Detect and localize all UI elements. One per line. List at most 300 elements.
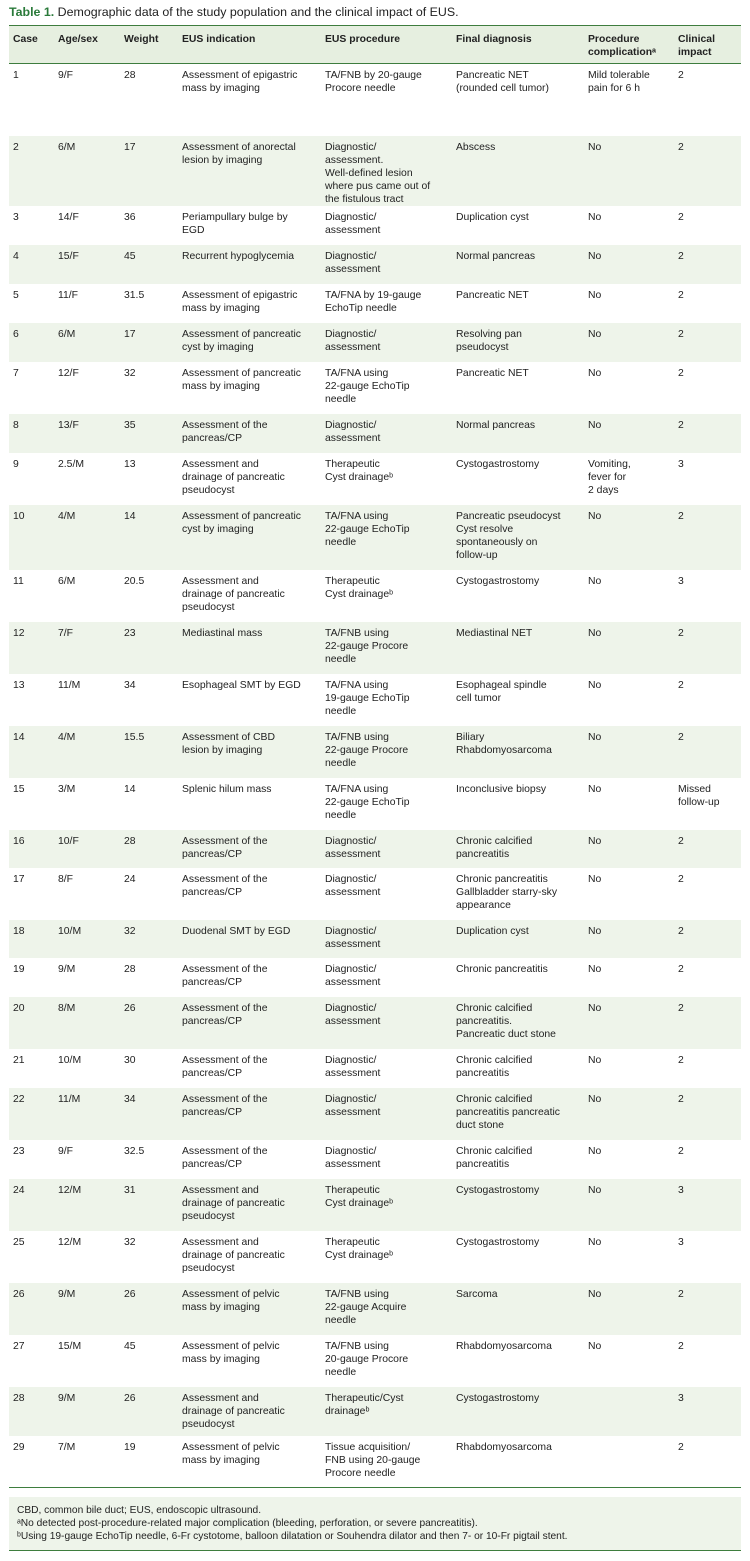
cell-line: TA/FNB by 20-gauge xyxy=(325,70,422,81)
cell-line: 6 xyxy=(13,328,19,340)
cell-final-diagnosis xyxy=(452,1179,584,1231)
cell-procedure-complication xyxy=(584,1049,674,1088)
cell-line: 15/M xyxy=(58,1340,82,1352)
cell-line: Procore needle xyxy=(325,83,396,94)
cell-line: No xyxy=(588,328,602,340)
cell-weight xyxy=(120,997,178,1049)
cell-case xyxy=(9,245,54,284)
cell-clinical-impact xyxy=(674,1335,741,1387)
cell-line: 3 xyxy=(678,458,684,470)
cell-case xyxy=(9,622,54,674)
cell-line: 24 xyxy=(124,873,136,885)
cell-eus-indication xyxy=(178,453,321,505)
cell-line: follow-up xyxy=(678,796,720,808)
cell-final-diagnosis xyxy=(452,958,584,997)
cell-line: Procore needle xyxy=(325,1467,396,1479)
cell-final-diagnosis xyxy=(452,830,584,868)
column-header-eus-indication xyxy=(178,26,321,64)
cell-line: assessment xyxy=(325,886,381,898)
cell-line: pseudocyst xyxy=(182,484,235,496)
cell-age-sex xyxy=(54,920,120,958)
cell-line: 2 xyxy=(678,328,684,340)
cell-eus-procedure xyxy=(321,1231,452,1283)
cell-final-diagnosis xyxy=(452,1140,584,1179)
cell-line: pancreas/CP xyxy=(182,432,243,444)
cell-line: 25 xyxy=(13,1236,25,1248)
cell-line: pancreas/CP xyxy=(182,976,243,988)
cell-clinical-impact xyxy=(674,206,741,245)
cell-clinical-impact xyxy=(674,284,741,323)
column-header-line: complicationᵃ xyxy=(588,47,657,58)
cell-line: TA/FNB using xyxy=(325,627,389,639)
cell-line: Assessment of the xyxy=(182,1093,268,1105)
cell-final-diagnosis xyxy=(452,64,584,136)
cell-clinical-impact xyxy=(674,830,741,868)
table-caption xyxy=(9,4,459,20)
cell-line: 2 xyxy=(678,510,684,522)
cell-line: Therapeutic xyxy=(325,458,380,470)
cell-age-sex xyxy=(54,136,120,206)
cell-line: Chronic calcified xyxy=(456,835,533,847)
cell-eus-procedure xyxy=(321,362,452,414)
cell-line: TA/FNB using xyxy=(325,731,389,743)
cell-line: 19 xyxy=(13,963,25,975)
table-body xyxy=(9,64,741,1488)
table-row xyxy=(9,453,741,505)
cell-clinical-impact xyxy=(674,245,741,284)
cell-line: Periampullary bulge by xyxy=(182,211,288,223)
cell-final-diagnosis xyxy=(452,997,584,1049)
cell-line: Chronic pancreatitis xyxy=(456,963,548,975)
column-header-line: Clinical xyxy=(678,34,715,45)
cell-line: 14 xyxy=(124,510,136,522)
cell-line: Splenic hilum mass xyxy=(182,783,272,795)
cell-line: assessment. xyxy=(325,154,384,166)
cell-line: 3/M xyxy=(58,783,76,795)
column-header-age-sex xyxy=(54,26,120,64)
cell-eus-indication xyxy=(178,1387,321,1436)
cell-line: 2 xyxy=(678,835,684,847)
cell-case xyxy=(9,64,54,136)
cell-line: No xyxy=(588,1288,602,1300)
cell-line: Rhabdomyosarcoma xyxy=(456,744,552,756)
column-header-line: Final diagnosis xyxy=(456,34,532,45)
cell-weight xyxy=(120,1049,178,1088)
cell-eus-procedure xyxy=(321,505,452,570)
cell-line: TA/FNA using xyxy=(325,510,389,522)
cell-eus-procedure xyxy=(321,570,452,622)
cell-line: No xyxy=(588,289,602,301)
cell-line: 15/F xyxy=(58,250,79,262)
cell-line: 21 xyxy=(13,1054,25,1066)
cell-line: pseudocyst xyxy=(182,1418,235,1430)
cell-clinical-impact xyxy=(674,570,741,622)
cell-weight xyxy=(120,1283,178,1335)
column-header-final-diagnosis xyxy=(452,26,584,64)
column-header-line: EUS indication xyxy=(182,34,256,45)
cell-final-diagnosis xyxy=(452,868,584,920)
cell-final-diagnosis xyxy=(452,136,584,206)
cell-line: appearance xyxy=(456,899,511,911)
cell-line: needle xyxy=(325,393,357,405)
cell-line: 11 xyxy=(13,575,24,587)
cell-line: 22-gauge EchoTip xyxy=(325,796,410,808)
cell-eus-procedure xyxy=(321,830,452,868)
cell-line: TA/FNA using xyxy=(325,367,389,379)
cell-eus-indication xyxy=(178,1231,321,1283)
cell-line: 35 xyxy=(124,419,136,431)
cell-line: 2 xyxy=(678,1340,684,1352)
cell-eus-indication xyxy=(178,64,321,136)
cell-case xyxy=(9,570,54,622)
column-header-eus-procedure xyxy=(321,26,452,64)
cell-line: 17 xyxy=(124,141,136,153)
table-row xyxy=(9,726,741,778)
cell-line: Assessment of pelvic xyxy=(182,1441,280,1453)
cell-line: 6/M xyxy=(58,575,76,587)
cell-line: Assessment of the xyxy=(182,963,268,975)
cell-line: Assessment of pelvic xyxy=(182,1340,280,1352)
cell-clinical-impact xyxy=(674,997,741,1049)
cell-line: drainage of pancreatic xyxy=(182,1405,285,1417)
cell-line: 2 days xyxy=(588,484,619,496)
cell-eus-procedure xyxy=(321,1335,452,1387)
cell-line: Pancreatic NET xyxy=(456,367,529,379)
cell-eus-procedure xyxy=(321,1283,452,1335)
cell-line: Diagnostic/ xyxy=(325,328,377,340)
cell-age-sex xyxy=(54,1387,120,1436)
cell-line: 26 xyxy=(13,1288,25,1300)
cell-weight xyxy=(120,1335,178,1387)
cell-line: 28 xyxy=(13,1392,25,1404)
table-row xyxy=(9,1335,741,1387)
cell-line: pseudocyst xyxy=(456,341,509,353)
footnote-a: ᵃNo detected post-procedure-related major complication (bleeding, perforation, or severe pancreatitis). xyxy=(17,1518,478,1529)
cell-line: Duplication cyst xyxy=(456,925,529,937)
cell-case xyxy=(9,1088,54,1140)
cell-eus-indication xyxy=(178,362,321,414)
cell-final-diagnosis xyxy=(452,453,584,505)
cell-line: 19 xyxy=(124,1441,136,1453)
cell-line: pseudocyst xyxy=(182,601,235,613)
cell-case xyxy=(9,1436,54,1488)
cell-age-sex xyxy=(54,726,120,778)
cell-line: 9/M xyxy=(58,1392,76,1404)
cell-eus-indication xyxy=(178,868,321,920)
cell-age-sex xyxy=(54,284,120,323)
cell-line: TA/FNB using xyxy=(325,1288,389,1300)
cell-line: No xyxy=(588,1054,602,1066)
cell-line: Mediastinal mass xyxy=(182,627,263,639)
cell-line: 32 xyxy=(124,925,136,937)
cell-final-diagnosis xyxy=(452,920,584,958)
cell-line: 13/F xyxy=(58,419,79,431)
cell-line: EGD xyxy=(182,224,205,236)
cell-line: Cyst drainageᵇ xyxy=(325,1197,394,1209)
cell-line: TA/FNA using xyxy=(325,679,389,691)
table-row xyxy=(9,323,741,362)
cell-line: cell tumor xyxy=(456,692,502,704)
cell-weight xyxy=(120,868,178,920)
cell-age-sex xyxy=(54,622,120,674)
cell-case xyxy=(9,830,54,868)
cell-line: 2 xyxy=(13,141,19,153)
cell-eus-procedure xyxy=(321,674,452,726)
cell-line: Assessment of CBD xyxy=(182,731,275,743)
cell-line: spontaneously on xyxy=(456,536,538,548)
cell-weight xyxy=(120,1140,178,1179)
cell-procedure-complication xyxy=(584,778,674,830)
cell-final-diagnosis xyxy=(452,778,584,830)
cell-final-diagnosis xyxy=(452,1231,584,1283)
cell-eus-procedure xyxy=(321,1049,452,1088)
cell-line: follow-up xyxy=(456,549,498,561)
table-footnotes xyxy=(9,1497,741,1551)
cell-line: 12/M xyxy=(58,1236,82,1248)
cell-procedure-complication xyxy=(584,64,674,136)
cell-line: pancreatitis xyxy=(456,1067,510,1079)
table-row xyxy=(9,362,741,414)
cell-line: 2 xyxy=(678,70,684,81)
cell-clinical-impact xyxy=(674,674,741,726)
cell-line: Therapeutic xyxy=(325,1236,380,1248)
cell-line: Sarcoma xyxy=(456,1288,498,1300)
cell-age-sex xyxy=(54,958,120,997)
cell-line: 45 xyxy=(124,1340,136,1352)
table-row xyxy=(9,64,741,136)
cell-line: Esophageal SMT by EGD xyxy=(182,679,301,691)
cell-clinical-impact xyxy=(674,505,741,570)
cell-line: 15 xyxy=(13,783,25,795)
cell-line: No xyxy=(588,575,602,587)
cell-procedure-complication xyxy=(584,868,674,920)
cell-weight xyxy=(120,958,178,997)
cell-eus-procedure xyxy=(321,284,452,323)
cell-line: 27 xyxy=(13,1340,25,1352)
footnote-abbreviations: CBD, common bile duct; EUS, endoscopic ultrasound. xyxy=(17,1505,262,1516)
cell-eus-indication xyxy=(178,1436,321,1488)
cell-eus-indication xyxy=(178,1088,321,1140)
cell-weight xyxy=(120,284,178,323)
cell-line: 11/F xyxy=(58,289,79,301)
cell-line: Cyst drainageᵇ xyxy=(325,471,394,483)
cell-line: 2 xyxy=(678,1002,684,1014)
cell-final-diagnosis xyxy=(452,726,584,778)
cell-case xyxy=(9,997,54,1049)
cell-clinical-impact xyxy=(674,1088,741,1140)
cell-line: 18 xyxy=(13,925,25,937)
cell-line: 12/F xyxy=(58,367,79,379)
cell-line: 8/M xyxy=(58,1002,76,1014)
cell-clinical-impact xyxy=(674,136,741,206)
cell-case xyxy=(9,958,54,997)
cell-case xyxy=(9,674,54,726)
cell-line: 2 xyxy=(678,1145,684,1157)
cell-clinical-impact xyxy=(674,1436,741,1488)
cell-line: TA/FNA using xyxy=(325,783,389,795)
cell-age-sex xyxy=(54,206,120,245)
cell-line: 2 xyxy=(678,627,684,639)
cell-eus-procedure xyxy=(321,64,452,136)
column-header-procedure-complication xyxy=(584,26,674,64)
cell-line: Pancreatic NET xyxy=(456,70,529,81)
cell-line: 13 xyxy=(13,679,25,691)
cell-line: Diagnostic/ xyxy=(325,250,377,262)
cell-line: Assessment and xyxy=(182,458,259,470)
cell-line: Assessment of pancreatic xyxy=(182,328,301,340)
cell-line: Chronic pancreatitis xyxy=(456,873,548,885)
cell-age-sex xyxy=(54,414,120,453)
cell-weight xyxy=(120,1231,178,1283)
cell-procedure-complication xyxy=(584,1231,674,1283)
cell-weight xyxy=(120,920,178,958)
cell-line: 20 xyxy=(13,1002,25,1014)
cell-eus-indication xyxy=(178,1335,321,1387)
cell-line: 17 xyxy=(13,873,25,885)
cell-clinical-impact xyxy=(674,1387,741,1436)
cell-line: 36 xyxy=(124,211,136,223)
cell-weight xyxy=(120,414,178,453)
cell-eus-indication xyxy=(178,323,321,362)
table-row xyxy=(9,1140,741,1179)
cell-procedure-complication xyxy=(584,206,674,245)
cell-line: No xyxy=(588,510,602,522)
cell-line: 2 xyxy=(678,1288,684,1300)
cell-line: needle xyxy=(325,757,357,769)
cell-weight xyxy=(120,570,178,622)
cell-clinical-impact xyxy=(674,414,741,453)
cell-procedure-complication xyxy=(584,505,674,570)
cell-line: 20.5 xyxy=(124,575,145,587)
cell-procedure-complication xyxy=(584,997,674,1049)
cell-weight xyxy=(120,453,178,505)
cell-eus-indication xyxy=(178,414,321,453)
table-row xyxy=(9,674,741,726)
cell-procedure-complication xyxy=(584,958,674,997)
cell-line: 3 xyxy=(678,1184,684,1196)
cell-line: Diagnostic/ xyxy=(325,419,377,431)
cell-line: assessment xyxy=(325,938,381,950)
cell-final-diagnosis xyxy=(452,622,584,674)
cell-line: needle xyxy=(325,653,357,665)
cell-line: pancreas/CP xyxy=(182,1015,243,1027)
cell-clinical-impact xyxy=(674,1140,741,1179)
cell-line: No xyxy=(588,963,602,975)
cell-clinical-impact xyxy=(674,1049,741,1088)
cell-case xyxy=(9,778,54,830)
cell-final-diagnosis xyxy=(452,1436,584,1488)
cell-case xyxy=(9,1049,54,1088)
cell-weight xyxy=(120,674,178,726)
cell-case xyxy=(9,362,54,414)
cell-age-sex xyxy=(54,1088,120,1140)
cell-eus-procedure xyxy=(321,1088,452,1140)
table-row xyxy=(9,414,741,453)
cell-line: 3 xyxy=(678,575,684,587)
cell-final-diagnosis xyxy=(452,206,584,245)
cell-clinical-impact xyxy=(674,778,741,830)
cell-procedure-complication xyxy=(584,414,674,453)
cell-case xyxy=(9,136,54,206)
cell-age-sex xyxy=(54,1049,120,1088)
cell-line: Esophageal spindle xyxy=(456,679,547,691)
cell-line: needle xyxy=(325,809,357,821)
cell-line: No xyxy=(588,731,602,743)
cell-case xyxy=(9,920,54,958)
table-row xyxy=(9,958,741,997)
cell-line: No xyxy=(588,1093,602,1105)
cell-line: Normal pancreas xyxy=(456,419,536,431)
cell-line: pancreas/CP xyxy=(182,1158,243,1170)
cell-line: 14/F xyxy=(58,211,79,223)
table-row xyxy=(9,868,741,920)
cell-line: 10/M xyxy=(58,1054,82,1066)
cell-case xyxy=(9,206,54,245)
cell-line: TA/FNB using xyxy=(325,1340,389,1352)
cell-line: 32 xyxy=(124,367,136,379)
cell-eus-procedure xyxy=(321,778,452,830)
caption-label: Table 1. xyxy=(9,5,55,19)
cell-line: No xyxy=(588,627,602,639)
cell-weight xyxy=(120,622,178,674)
cell-line: 22 xyxy=(13,1093,25,1105)
cell-line: 14 xyxy=(124,783,136,795)
column-header-line: Case xyxy=(13,34,38,45)
cell-line: drainage of pancreatic xyxy=(182,588,285,600)
cell-line: 2 xyxy=(678,1441,684,1453)
cell-line: assessment xyxy=(325,1015,381,1027)
cell-weight xyxy=(120,505,178,570)
cell-clinical-impact xyxy=(674,726,741,778)
cell-eus-procedure xyxy=(321,414,452,453)
cell-eus-procedure xyxy=(321,1387,452,1436)
cell-procedure-complication xyxy=(584,1335,674,1387)
cell-line: mass by imaging xyxy=(182,302,260,314)
cell-line: 2 xyxy=(678,367,684,379)
table-row xyxy=(9,1179,741,1231)
column-header-clinical-impact xyxy=(674,26,741,64)
cell-line: Cystogastrostomy xyxy=(456,458,540,470)
cell-line: 22-gauge EchoTip xyxy=(325,523,410,535)
cell-eus-procedure xyxy=(321,323,452,362)
cell-age-sex xyxy=(54,1283,120,1335)
cell-line: 23 xyxy=(124,627,136,639)
cell-weight xyxy=(120,64,178,136)
cell-line: Inconclusive biopsy xyxy=(456,783,547,795)
cell-line: Diagnostic/ xyxy=(325,925,377,937)
cell-eus-indication xyxy=(178,830,321,868)
column-header-line: EUS procedure xyxy=(325,34,401,45)
cell-eus-procedure xyxy=(321,920,452,958)
cell-eus-procedure xyxy=(321,726,452,778)
cell-weight xyxy=(120,778,178,830)
cell-line: 10/F xyxy=(58,835,79,847)
table-row xyxy=(9,920,741,958)
cell-eus-procedure xyxy=(321,997,452,1049)
cell-case xyxy=(9,868,54,920)
cell-case xyxy=(9,505,54,570)
cell-case xyxy=(9,1335,54,1387)
cell-procedure-complication xyxy=(584,622,674,674)
cell-procedure-complication xyxy=(584,1088,674,1140)
cell-clinical-impact xyxy=(674,1231,741,1283)
cell-procedure-complication xyxy=(584,362,674,414)
cell-line: pancreatitis xyxy=(456,848,510,860)
cell-eus-indication xyxy=(178,778,321,830)
cell-line: lesion by imaging xyxy=(182,154,263,166)
cell-line: No xyxy=(588,419,602,431)
table-row xyxy=(9,1049,741,1088)
